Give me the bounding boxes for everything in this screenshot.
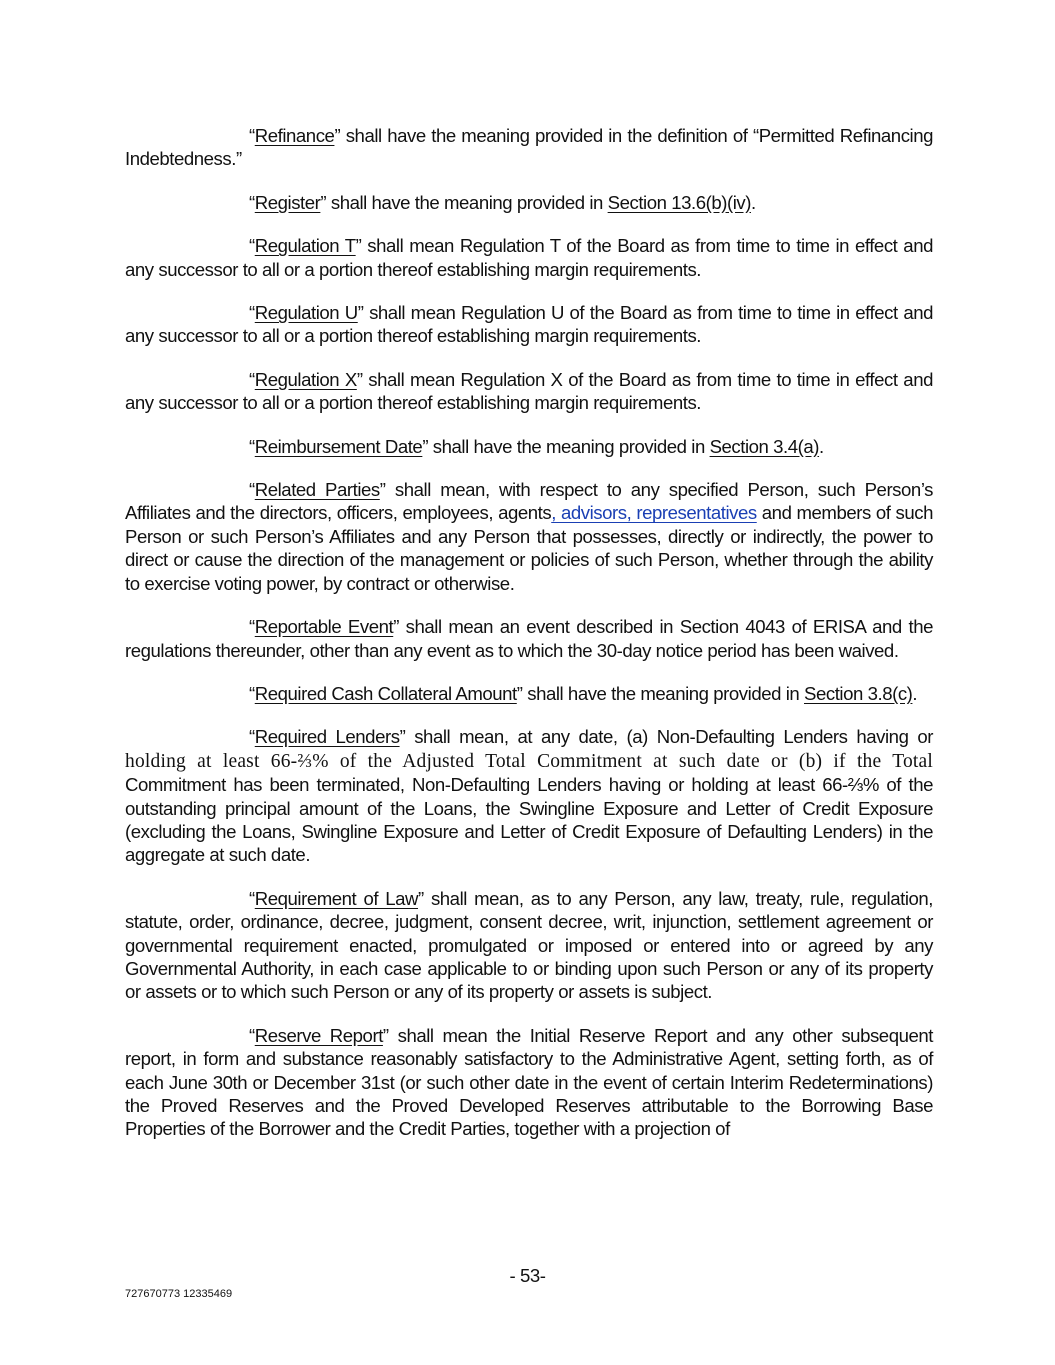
definition-text: ” shall mean Regulation T of the Board as from time to time in effect and any successor to all or a portion thereof establishing margin requirements. — [125, 235, 933, 280]
definition-text: “ — [249, 1024, 255, 1046]
definition-text: “ — [249, 125, 255, 146]
definition-paragraph — [125, 615, 933, 662]
page-number: - 53- — [509, 1265, 546, 1286]
defined-term: Register — [254, 191, 321, 213]
definition-text: ” shall have the meaning provided in — [422, 435, 710, 457]
definition-text: ” shall mean, with respect to any specified Person, such Person’s Affiliates and the directors, officers, employees, agents — [125, 479, 934, 524]
definition-paragraph — [125, 435, 933, 458]
definition-text: . — [751, 191, 756, 213]
definition-text: ” shall have the meaning provided in — [516, 682, 804, 704]
definition-text: . — [912, 682, 918, 704]
defined-term: Required Cash Collateral Amount — [254, 682, 517, 704]
definition-text-serif: holding at least 66-⅔% of the Adjusted Total Commitment at such date or (b) if the Total — [125, 750, 933, 772]
defined-term: Reportable Event — [254, 616, 394, 638]
definition-text: ” shall mean Regulation X of the Board as from time to time in effect and any successor to all or a portion thereof establishing margin requirements. — [125, 368, 933, 414]
definition-text: ” shall mean an event described in Section 4043 of ERISA and the regulations thereunder, other than any event as to which the 30-day notice period has been waived. — [125, 616, 933, 661]
inserted-text-link[interactable]: , advisors, representatives — [551, 502, 757, 524]
definition-text: “ — [249, 887, 255, 909]
definition-text: “ — [249, 302, 255, 324]
defined-term: Refinance — [254, 125, 335, 146]
definition-text: “ — [249, 479, 255, 501]
definition-paragraph — [125, 191, 933, 214]
definition-text: “ — [249, 235, 255, 257]
defined-term: Related Parties — [254, 479, 380, 501]
definition-text: ” shall mean the Initial Reserve Report and any other subsequent report, in form and substance reasonably satisfactory to the Administrative Agent, setting forth, as of each June 30th or December 31st (or such other date in the event of certain Interim Redeterminations) the Proved Reserves and the Proved Developed Reserves attributable to the Borrowing Base Properties of the Borrower and the Credit Parties, together with a projection of — [125, 1024, 933, 1140]
defined-term: Section 3.8(c) — [804, 682, 913, 704]
defined-term: Regulation X — [254, 368, 357, 390]
defined-term: Section 3.4(a) — [709, 435, 820, 457]
definition-paragraph — [125, 682, 933, 705]
definition-text: ” shall mean Regulation U of the Board as from time to time in effect and any successor to all or a portion thereof establishing margin requirements. — [125, 302, 933, 347]
definition-paragraph — [125, 234, 933, 281]
defined-term: Regulation U — [254, 302, 358, 324]
definitions-list — [125, 124, 933, 1161]
definition-text: “ — [249, 435, 255, 457]
definition-paragraph — [125, 887, 933, 1004]
definition-text: ” shall mean, as to any Person, any law, treaty, rule, regulation, statute, order, ordinance, decree, judgment, consent decree, writ, injunction, settlement agreement or governmental requirement enacted, promulgated or imposed or entered into or agreed by any Governmental Authority, in each case applicable to or binding upon such Person or any of its property or assets or to which such Person or any of its property or assets is subject. — [125, 887, 933, 1003]
definition-text: and members of such Person or such Person’s Affiliates and any Person that possesses, directly or indirectly, the power to direct or cause the direction of the management or policies of such Person, whether through the ability to exercise voting power, by contract or otherwise. — [125, 502, 933, 594]
definition-paragraph — [125, 124, 933, 171]
defined-term: Section 13.6(b)(iv) — [607, 191, 751, 213]
defined-term: Required Lenders — [254, 726, 400, 748]
definition-text: ” shall mean, at any date, (a) Non-Defaulting Lenders having or — [399, 726, 933, 748]
definition-text: “ — [249, 616, 255, 638]
definition-text: “ — [249, 368, 255, 390]
definition-paragraph — [125, 301, 933, 348]
definition-text: “ — [249, 682, 255, 704]
definition-text: “ — [249, 191, 255, 213]
definition-text: “ — [249, 726, 255, 748]
definition-paragraph — [125, 725, 933, 866]
defined-term: Regulation T — [254, 235, 356, 257]
definition-paragraph — [125, 478, 933, 595]
defined-term: Requirement of Law — [254, 887, 419, 909]
definition-paragraph — [125, 1024, 933, 1141]
definition-text: ” shall have the meaning provided in — [320, 191, 608, 213]
definition-paragraph — [125, 368, 933, 415]
definition-text: Commitment has been terminated, Non-Defaulting Lenders having or holding at least 66-⅔% of the outstanding principal amount of the Loans, the Swingline Exposure and Letter of Credit Exposure (excluding the Loans, Swingline Exposure and Letter of Credit Exposure of Defaulting Lenders) in the aggregate at such date. — [125, 774, 933, 866]
defined-term: Reimbursement Date — [254, 435, 423, 457]
definition-text: . — [819, 435, 824, 457]
defined-term: Reserve Report — [254, 1024, 383, 1046]
document-id: 727670773 12335469 — [125, 1288, 233, 1300]
definition-text: ” shall have the meaning provided in the definition of “Permitted Refinancing Indebtedness.” — [125, 125, 933, 170]
